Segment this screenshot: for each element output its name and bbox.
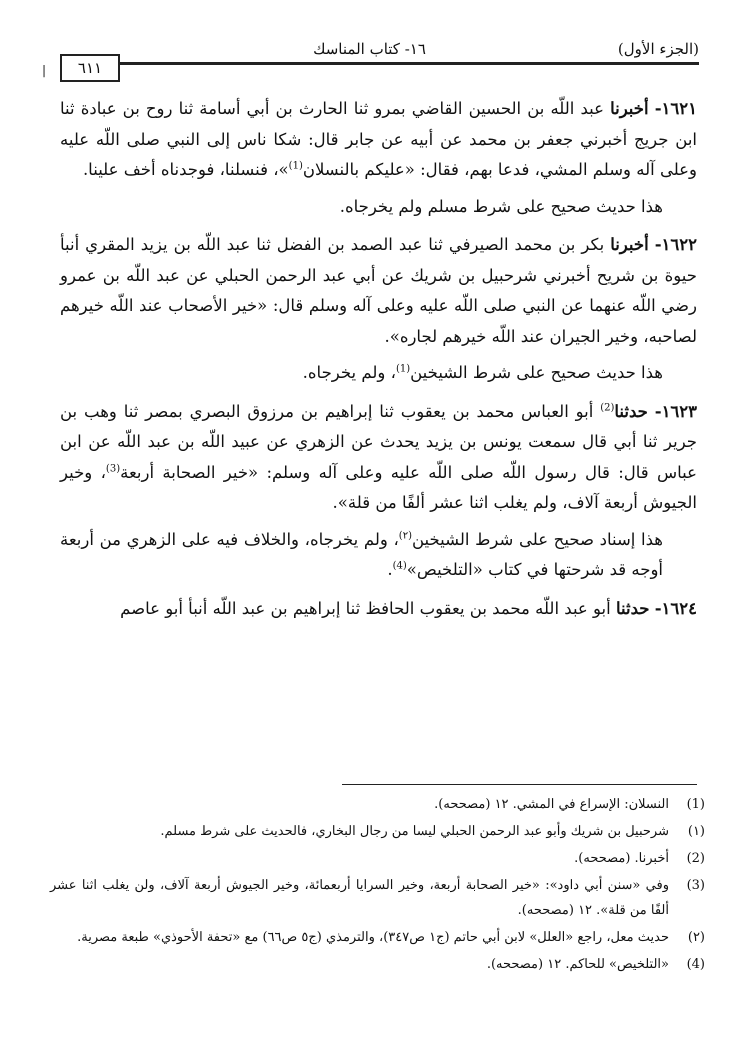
footnote <box>50 952 705 977</box>
running-header <box>40 36 699 62</box>
hadith-text-cont: »، فنسلنا، فوجدناه أخف علينا. <box>82 160 289 179</box>
footnote-ref: (1) <box>288 160 303 172</box>
footnote-ref: (٢) <box>398 530 412 541</box>
hadith-number: ١٦٢٢- <box>654 235 697 254</box>
note-text-end: . <box>387 560 393 579</box>
grading-note <box>60 192 697 223</box>
footnote-rule <box>342 784 697 785</box>
footnote <box>50 925 705 950</box>
hadith-text: أبو عبد اللّه محمد بن يعقوب الحافظ ثنا إبراهيم بن عبد اللّه أنبأ أبو عاصم <box>120 598 616 618</box>
grading-note <box>60 358 697 389</box>
hadith-keyword: أخبرنا <box>610 99 649 118</box>
chapter-title: ١٦- كتاب المناسك <box>313 40 426 58</box>
footnote <box>50 792 705 817</box>
footnote-ref: (1) <box>395 363 411 375</box>
footnote-text: شرحبيل بن شريك وأبو عبد الرحمن الحبلي ليسا من رجال البخاري، فالحديث على شرط مسلم. <box>160 824 669 839</box>
hadith-text: بكر بن محمد الصيرفي ثنا عبد الصمد بن الفضل ثنا عبد اللّه بن يزيد المقري أنبأ حيوة بن شريح أخبرني شرحبيل بن شريك عن أبي عبد الرحمن الحبلي عن عبد اللّه بن عمرو رضي اللّه عنهما عن النبي صلى اللّه عليه وعلى آله وسلم قال: «خير الأصحاب عند اللّه خيرهم لصاحبه، وخير الجيران عند اللّه خيرهم لجاره». <box>60 235 697 346</box>
note-text-cont: ، ولم يخرجاه. <box>302 363 396 382</box>
note-text: هذا حديث صحيح على شرط مسلم ولم يخرجاه. <box>339 196 663 216</box>
footnote-mark: (1) <box>686 797 705 812</box>
footnote-mark: (١) <box>687 824 705 839</box>
hadith-keyword: أخبرنا <box>610 235 649 254</box>
hadith-number: ١٦٢٤- <box>654 598 697 618</box>
footnotes <box>50 792 705 979</box>
hadith-text-cont: ، وخير الجيوش أربعة آلاف، ولم يغلب اثنا عشر ألفًا من قلة». <box>60 462 697 512</box>
hadith-1623 <box>60 397 697 519</box>
note-text: هذا إسناد صحيح على شرط الشيخين <box>411 529 663 549</box>
footnote-text: «التلخيص» للحاكم. ١٢ (مصححه). <box>486 957 669 972</box>
footnote-mark: (4) <box>686 957 705 972</box>
footnote <box>50 846 705 871</box>
hadith-keyword: حدثنا <box>615 598 650 618</box>
hadith-number: ١٦٢٣- <box>654 401 698 421</box>
main-text <box>60 94 697 630</box>
footnote-ref: (3) <box>105 463 121 474</box>
footnote-mark: (3) <box>686 878 705 893</box>
footnote-text: النسلان: الإسراع في المشي. ١٢ (مصححه). <box>434 797 669 812</box>
hadith-text: عبد اللّه بن الحسين القاضي بمرو ثنا الحارث بن أبي أسامة ثنا روح بن عبادة ثنا ابن جريج أخبرني جعفر بن محمد عن أبيه عن جابر قال: شكا ناس إلى النبي صلى اللّه عليه وعلى آله وسلم المشي، فدعا بهم، فقال: «عليكم بالنسلان <box>60 99 697 179</box>
footnote-text: حديث معل، راجع «العلل» لابن أبي حاتم (ج١ ص٣٤٧)، والترمذي (ج٥ ص٦٦) مع «تحفة الأحوذي» طبعة مصرية. <box>77 930 669 945</box>
hadith-keyword: حدثنا <box>614 401 648 421</box>
hadith-number: ١٦٢١- <box>654 99 697 118</box>
footnote <box>50 819 705 844</box>
footnote-mark: (2) <box>686 851 705 866</box>
page-number: ٦١١ <box>60 54 120 82</box>
corner-mark: | <box>42 63 47 77</box>
footnote-ref: (4) <box>392 560 407 572</box>
hadith-1624 <box>60 594 697 625</box>
note-text-cont: ، ولم يخرجاه، والخلاف فيه على الزهري من أربعة أوجه قد شرحتها في كتاب «التلخيص» <box>60 529 663 579</box>
grading-note <box>60 525 697 586</box>
footnote-ref: (2) <box>600 402 615 413</box>
footnote-text: أخبرنا. (مصححه). <box>574 851 669 866</box>
footnote-mark: (٢) <box>687 930 705 945</box>
footnote <box>50 873 705 923</box>
header-rule <box>118 62 699 65</box>
hadith-text: أبو العباس محمد بن يعقوب ثنا إبراهيم بن مرزوق البصري بمصر ثنا وهب بن جرير ثنا أبي قال سمعت يونس بن يزيد يحدث عن الزهري عن عبيد اللّه بن عبد اللّه عن ابن عباس قال: قال رسول اللّه صلى اللّه عليه وعلى آله وسلم: «خير الصحابة أربعة <box>60 401 697 482</box>
footnote-text: وفي «سنن أبي داود»: «خير الصحابة أربعة، وخير السرايا أربعمائة، وخير الجيوش أربعة آلاف، ولن يغلب اثنا عشر ألفًا من قلة». ١٢ (مصححه). <box>50 878 669 918</box>
volume-label: (الجزء الأول) <box>617 40 699 58</box>
note-text: هذا حديث صحيح على شرط الشيخين <box>410 363 663 382</box>
hadith-1622 <box>60 230 697 352</box>
hadith-1621 <box>60 94 697 186</box>
